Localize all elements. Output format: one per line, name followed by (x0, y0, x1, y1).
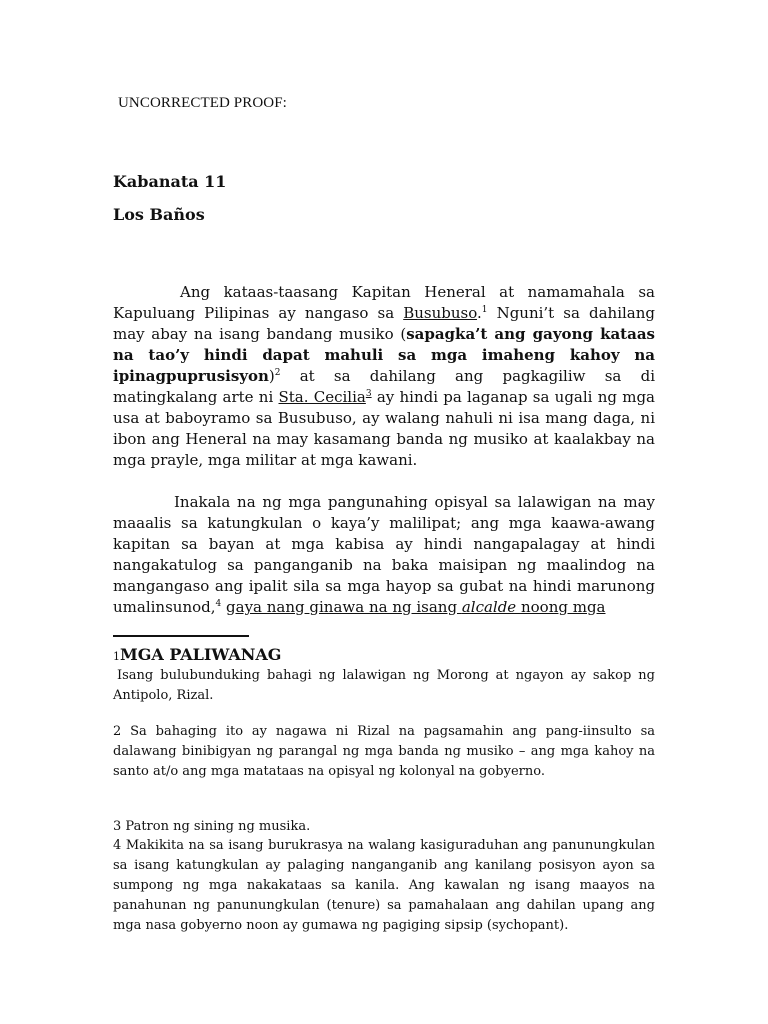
underlined-run: noong mga (520, 598, 606, 616)
text-run: Nguni’t sa dahilang may abay na isang bandang musiko ( (113, 304, 655, 343)
footnotes-heading (113, 645, 281, 664)
footnote-heading-number: 1 (113, 650, 120, 663)
chapter-number: Kabanata 11 (113, 172, 227, 191)
text-run: Inakala na ng mga pangunahing opisyal sa lalawigan na may maaalis sa katungkulan o kaya’y malilipat; ang mga kaawa-awang kapitan sa bayan at mga kabisa ay hindi nangapalagay at hindi nangakatulog sa panganganib na baka maisipan ng maalindog na mangangaso ang ipalit sila sa mga hayop sa gubat na hindi marunong umalinsunod, (113, 493, 655, 616)
text-run: ) (268, 367, 275, 385)
body-paragraph-1 (113, 282, 655, 471)
proof-label: UNCORRECTED PROOF: (118, 95, 287, 111)
footnote-2: 2 Sa bahaging ito ay nagawa ni Rizal na pagsamahin ang pang-iinsulto sa dalawang binibigyan ng parangal ng mga banda ng musiko – ang mga kahoy na santo at/o ang mga matataas na opisyal ng kolonyal na gobyerno. (113, 724, 655, 779)
text-run: at sa dahilang ang pagkagiliw sa di matingkalang arte ni (113, 367, 655, 406)
footnote-ref-4[interactable]: 4 (215, 599, 222, 609)
text-run: Ang kataas-taasang Kapitan Heneral at namamahala sa Kapuluang Pilipinas ay nangaso sa (113, 283, 655, 322)
busubuso-link[interactable]: Busubuso (403, 304, 477, 322)
footnote-4: 4 Makikita na sa isang burukrasya na walang kasiguraduhan ang panunungkulan sa isang katungkulan ay palaging nanganganib ang kanilang posisyon ayon sa sumpong ng mga nakakataas sa kanila. Ang kawalan ng isang maayos na panahunan ng panunungkulan (tenure) sa pamahalaan ang dahilan upang ang mga nasa gobyerno noon ay gumawa ng pagiging sipsip (sychopant). (113, 838, 655, 933)
italic-alcalde: alcalde (461, 598, 521, 616)
underlined-text (226, 598, 605, 616)
underlined-run: gaya nang ginawa na ng isang (226, 598, 462, 616)
footnote-ref-3[interactable]: 3 (365, 389, 372, 399)
footnote-1: Isang bulubunduking bahagi ng lalawigan ng Morong at ngayon ay sakop ng Antipolo, Rizal. (113, 668, 655, 703)
footnote-ref-2[interactable]: 2 (274, 368, 281, 378)
footnote-3: 3 Patron ng sining ng musika. (113, 819, 311, 834)
sta-cecilia-link[interactable]: Sta. Cecilia (278, 388, 366, 406)
body-paragraph-2 (113, 492, 655, 618)
text-run: . (476, 304, 482, 322)
footnote-ref-1[interactable]: 1 (481, 305, 488, 315)
footnotes-heading-label: MGA PALIWANAG (120, 645, 282, 664)
chapter-title: Los Baños (113, 205, 205, 224)
bold-aside: sapagka’t ang gayong kataas na tao’y hindi dapat mahuli sa mga imaheng kahoy na ipinagpuprusisyon (113, 325, 655, 385)
footnote-separator (113, 635, 249, 637)
text-run: ay hindi pa laganap sa ugali ng mga usa at baboyramo sa Busubuso, ay walang nahuli ni isa mang daga, ni ibon ang Heneral na may kasamang banda ng musiko at kaalakbay na mga prayle, mga militar at mga kawani. (113, 388, 655, 469)
